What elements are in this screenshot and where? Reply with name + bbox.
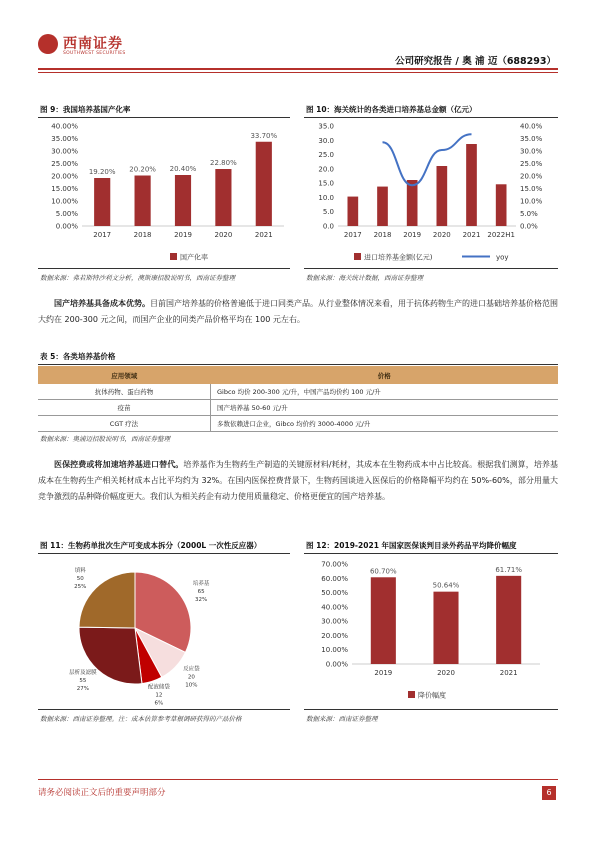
y-tick-label-right: 10.0%: [520, 197, 543, 206]
y-tick-label-left: 25.0: [318, 151, 334, 160]
y-tick-label: 60.00%: [321, 574, 348, 583]
bar: [466, 144, 477, 226]
y-tick-label: 25.00%: [51, 160, 78, 168]
legend-swatch: [170, 253, 177, 260]
paragraph-insurance: [38, 457, 558, 505]
slice-label: 层析及滤膜: [69, 670, 97, 677]
y-tick-label: 5.00%: [55, 210, 78, 218]
y-tick-label-right: 5.0%: [520, 210, 538, 218]
data-label: 20.20%: [129, 165, 156, 174]
data-label: 50.64%: [432, 581, 460, 590]
fig11-source: 数据来源：西南证券整理。注：成本估算参考草根调研获得的产品价格: [40, 715, 242, 723]
x-tick-label: 2017: [93, 231, 112, 239]
table-cell: CGT 疗法: [38, 416, 211, 432]
y-tick-label: 70.00%: [321, 560, 348, 569]
y-tick-label-left: 0.0: [322, 222, 334, 231]
y-tick-label-right: 20.0%: [520, 172, 543, 181]
fig10-title: 图 10：海关统计的各类进口培养基总金额（亿元）: [306, 105, 477, 114]
y-tick-label-left: 30.0: [318, 136, 334, 145]
bar: [371, 577, 396, 664]
report-header: 公司研究报告 / 奥 浦 迈（688293）: [395, 56, 556, 67]
y-tick-label: 40.00%: [321, 603, 348, 612]
slice-label: 55: [79, 678, 87, 685]
fig12-source: 数据来源：西南证券整理: [306, 715, 378, 723]
fig9-source: 数据来源：弗若斯特沙利文分析，澳斯康招股说明书，西南证券整理: [40, 274, 235, 282]
slice-label: 32%: [194, 596, 208, 603]
slice-label: 6%: [154, 700, 164, 707]
slice-label: 20: [187, 674, 195, 681]
data-label: 61.71%: [495, 565, 523, 574]
data-label: 19.20%: [88, 168, 116, 176]
y-tick-label-left: 5.0: [322, 208, 334, 217]
fig10-rule-bottom: [304, 268, 558, 269]
paragraph-lead: 国产培养基具备成本优势。: [54, 299, 150, 308]
legend-label: 国产化率: [180, 253, 208, 262]
table-cell: 抗体药物、蛋白药物: [38, 384, 211, 400]
fig12-chart: [304, 554, 558, 709]
table5-source: 数据来源：奥浦迈招股说明书，西南证券整理: [40, 435, 170, 443]
table-cell: Gibco 均价 200-300 元/升，中国产品均价约 100 元/升: [211, 384, 559, 400]
bar: [407, 180, 418, 226]
y-tick-label-right: 40.0%: [520, 122, 543, 131]
bar: [433, 592, 458, 664]
bar: [256, 142, 272, 226]
slice-label: 65: [197, 588, 205, 595]
slice-label: 12: [155, 692, 163, 699]
data-label: 33.70%: [250, 131, 278, 140]
x-tick-label: 2020: [437, 669, 455, 677]
slice-label: 填料: [74, 568, 86, 575]
legend-label: 进口培养基金额(亿元): [364, 253, 433, 262]
header-divider: [38, 68, 558, 70]
table5-rule: [38, 364, 558, 365]
table-row: [38, 416, 558, 432]
y-tick-label: 20.00%: [51, 172, 78, 181]
price-table: [38, 366, 558, 432]
slice-label: 反应袋: [183, 666, 200, 673]
bar: [135, 176, 151, 227]
x-tick-label: 2018: [133, 231, 152, 239]
data-label: 20.40%: [169, 165, 197, 173]
y-tick-label-left: 15.0: [318, 179, 334, 188]
bar: [496, 576, 521, 664]
paragraph-lead: 医保控费或将加速培养基进口替代。: [54, 460, 184, 469]
y-tick-label-left: 10.0: [318, 193, 334, 202]
fig10-source: 数据来源：海关统计数据，西南证券整理: [306, 274, 423, 282]
fig11-chart: [38, 554, 290, 709]
table-cell: 疫苗: [38, 400, 211, 416]
bar: [496, 184, 507, 226]
y-tick-label-left: 35.0: [318, 122, 334, 131]
y-tick-label: 35.00%: [51, 135, 78, 143]
bar: [175, 175, 191, 226]
fig9-title: 图 9：我国培养基国产化率: [40, 105, 131, 114]
fig9-chart: [38, 118, 290, 268]
y-tick-label: 40.00%: [51, 122, 78, 131]
header-divider-thin: [38, 72, 558, 73]
x-tick-label: 2019: [403, 231, 422, 239]
fig9-rule-bottom: [38, 268, 290, 269]
slice-label: 27%: [76, 686, 90, 693]
fig10-chart: [304, 118, 558, 268]
y-tick-label: 20.00%: [321, 631, 348, 640]
x-tick-label: 2022H1: [487, 231, 515, 239]
pie-slice: [76, 572, 135, 628]
y-tick-label-left: 20.0: [318, 165, 334, 174]
slice-label: 培养基: [192, 580, 210, 587]
y-tick-label: 0.00%: [55, 222, 78, 231]
legend-swatch: [354, 253, 361, 260]
page-number: 6: [542, 786, 556, 800]
y-tick-label: 30.00%: [51, 147, 78, 156]
x-tick-label: 2018: [373, 231, 392, 239]
x-tick-label: 2020: [432, 231, 451, 239]
x-tick-label: 2017: [343, 231, 362, 239]
y-tick-label-right: 15.0%: [520, 185, 543, 193]
fig11-title: 图 11：生物药单批次生产可变成本拆分（2000L 一次性反应器）: [40, 541, 262, 550]
table-row: [38, 400, 558, 416]
y-tick-label-right: 0.0%: [520, 222, 538, 231]
bar: [377, 187, 388, 226]
x-tick-label: 2021: [499, 669, 518, 677]
yoy-line: [383, 134, 472, 185]
table-header-cell: 应用领域: [38, 366, 211, 384]
footer-divider: [38, 779, 558, 780]
y-tick-label-right: 35.0%: [520, 135, 543, 143]
y-tick-label: 15.00%: [51, 185, 78, 193]
footer-disclaimer: 请务必阅读正文后的重要声明部分: [38, 788, 166, 798]
legend-label: yoy: [496, 253, 509, 262]
x-tick-label: 2019: [174, 231, 192, 239]
x-tick-label: 2019: [374, 669, 393, 677]
logo-text: 西南证券: [63, 36, 123, 52]
table-header-row: [38, 366, 558, 384]
slice-label: 25%: [74, 584, 87, 591]
y-tick-label-right: 30.0%: [520, 147, 543, 156]
fig12-rule-bottom: [304, 709, 558, 710]
data-label: 60.70%: [369, 567, 397, 576]
x-tick-label: 2020: [214, 231, 233, 239]
logo-icon: [38, 34, 58, 54]
slice-label: 50: [76, 576, 84, 583]
logo-subtext: SOUTHWEST SECURITIES: [63, 51, 126, 56]
slice-label: 10%: [185, 682, 198, 689]
slice-label: 配液储袋: [147, 684, 170, 691]
bar: [436, 166, 447, 226]
table-row: [38, 384, 558, 400]
legend-swatch: [408, 691, 415, 698]
data-label: 22.80%: [210, 159, 237, 167]
table-header-cell: 价格: [211, 366, 559, 384]
fig11-rule-bottom: [38, 709, 290, 710]
table-cell: 国产培养基 50-60 元/升: [211, 400, 559, 416]
y-tick-label: 10.00%: [51, 197, 78, 206]
x-tick-label: 2021: [254, 231, 273, 239]
paragraph-body: 目前国产培养基的价格普遍低于进口同类产品。从行业整体情况来看，用于抗体药物生产的进口基础培养基价格范围大约在 200-300 元之间，而国产企业的同类产品价格平均在 100 元左右。: [38, 299, 558, 324]
y-tick-label-right: 25.0%: [520, 160, 543, 168]
fig12-title: 图 12：2019-2021 年国家医保谈判目录外药品平均降价幅度: [306, 541, 517, 550]
y-tick-label: 0.00%: [325, 660, 348, 669]
y-tick-label: 10.00%: [321, 646, 348, 655]
x-tick-label: 2021: [462, 231, 481, 239]
bar: [215, 169, 231, 226]
paragraph-body: 培养基作为生物药生产制造的关键原材料/耗材，其成本在生物药成本中占比较高。根据我们测算，培养基成本在生物药生产相关耗材成本占比平均约为 32%。在国内医保控费背景下，生物药国谈进入医保后的价格降幅平均约在 50%-60%，部分用量大竞争激烈的品种降价幅度更大。我们认为相关药企有动力使用质量稳定、价格更便宜的国产培养基。: [38, 460, 558, 501]
y-tick-label: 50.00%: [321, 589, 348, 598]
paragraph-cost-advantage: [38, 296, 558, 328]
table-cell: 多数依赖进口企业，Gibco 均价约 3000-4000 元/升: [211, 416, 559, 432]
bar: [347, 197, 358, 226]
legend-label: 降价幅度: [418, 691, 446, 700]
bar: [94, 178, 110, 226]
y-tick-label: 30.00%: [321, 617, 348, 626]
table5-title: 表 5：各类培养基价格: [40, 352, 116, 361]
